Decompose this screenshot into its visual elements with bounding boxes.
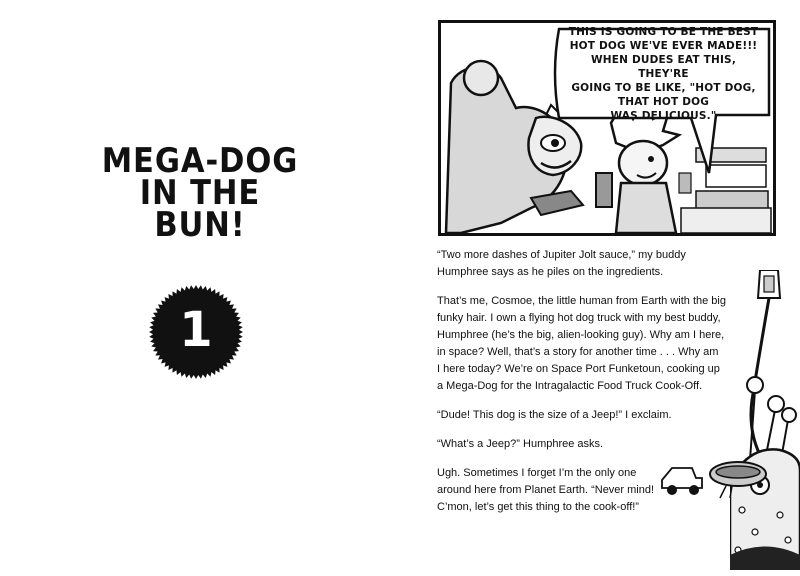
text-line: a Mega-Dog for the Intragalactic Food Truck Cook-Off. (437, 380, 703, 392)
alien-creature-illustration (730, 270, 800, 570)
speech-line: HOT DOG WE'VE EVER MADE!!! (569, 40, 758, 52)
chapter-number-badge (148, 284, 244, 380)
text-line: That’s me, Cosmoe, the little human from Earth with the big (437, 295, 726, 307)
chapter-number: 1 (179, 302, 213, 358)
speech-line: THAT HOT DOG (617, 96, 710, 108)
paragraph (437, 436, 767, 453)
text-line: in space? Well, that’s a story for another time . . . Why am (437, 346, 719, 358)
text-line: “What’s a Jeep?” Humphree asks. (437, 438, 604, 450)
chapter-title-line: MEGA-DOG (101, 141, 299, 181)
speech-line: WHEN DUDES EAT THIS, THEY'RE (590, 54, 737, 80)
text-line: Ugh. Sometimes I forget I’m the only one (437, 467, 637, 479)
text-line: Humphree (he’s the big, alien-looking guy). Why am I here, (437, 329, 725, 341)
chapter-title-line: IN THE (139, 173, 261, 213)
text-line: around here from Planet Earth. “Never mind! (437, 484, 655, 496)
right-page (400, 0, 800, 576)
text-line: “Dude! This dog is the size of a Jeep!” I exclaim. (437, 409, 672, 421)
jeep-hot-dog-illustration (658, 456, 768, 500)
text-line: funky hair. I own a flying hot dog truck with my best buddy, (437, 312, 721, 324)
speech-line: GOING TO BE LIKE, "HOT DOG, (571, 82, 756, 94)
comic-panel (438, 20, 776, 236)
speech-line: WAS DELICIOUS." (610, 110, 717, 122)
text-line: C’mon, let’s get this thing to the cook-off!” (437, 501, 639, 513)
speech-bubble (566, 25, 761, 123)
chapter-title-line: BUN! (154, 205, 246, 245)
speech-line: THIS IS GOING TO BE THE BEST (568, 26, 759, 38)
text-line: I here today? We’re on Space Port Funketoun, cooking up (437, 363, 720, 375)
text-line: Humphree says as he piles on the ingredients. (437, 266, 664, 278)
paragraph (437, 293, 767, 395)
chapter-title (83, 141, 317, 245)
text-line: “Two more dashes of Jupiter Jolt sauce,” my buddy (437, 249, 686, 261)
paragraph (437, 247, 767, 281)
paragraph (437, 407, 767, 424)
